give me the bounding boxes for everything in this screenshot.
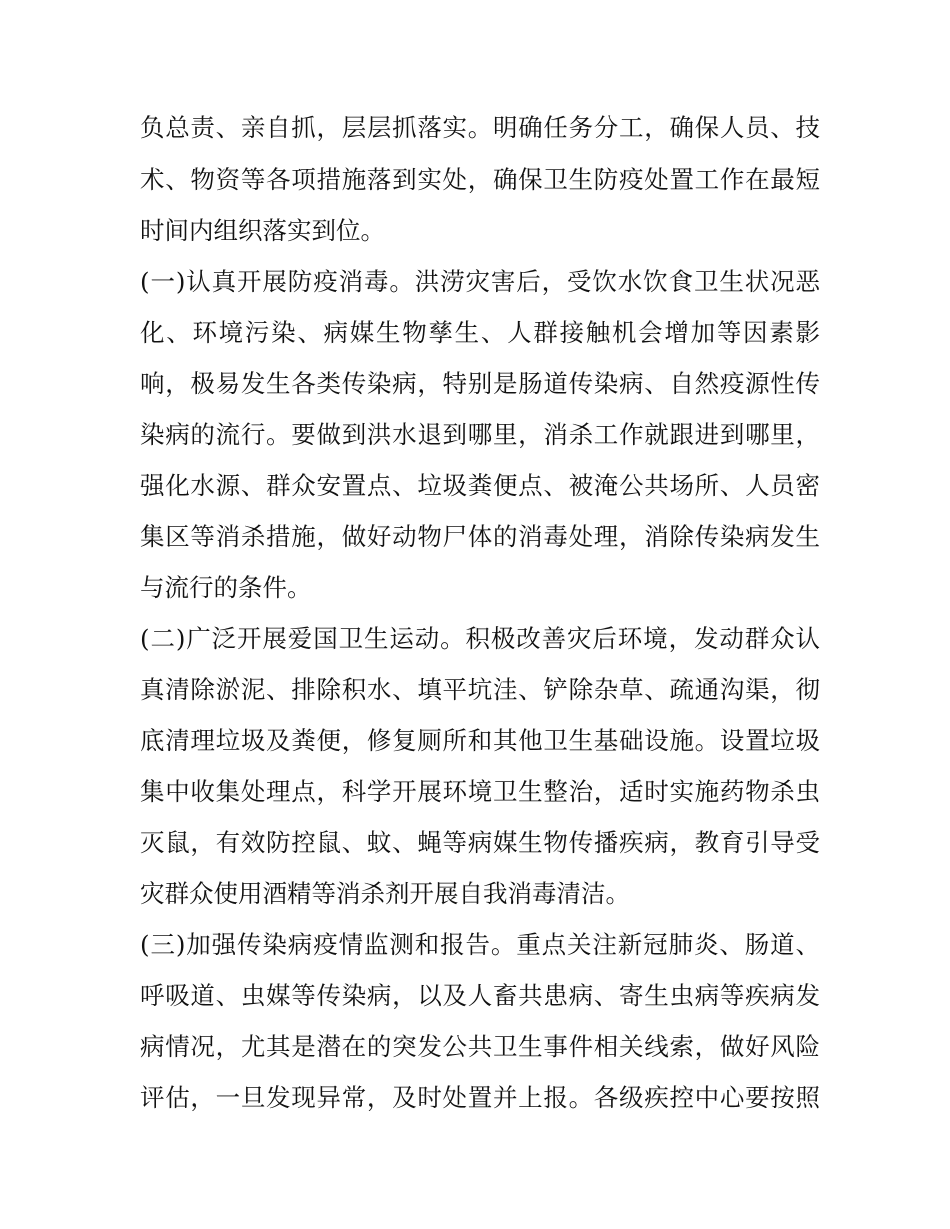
- text-line: 灭鼠，有效防控鼠、蚊、蝇等病媒生物传播疾病，教育引导受: [140, 828, 820, 857]
- text-line: 时间内组织落实到位。: [140, 216, 385, 245]
- text-line: 集区等消杀措施，做好动物尸体的消毒处理，消除传染病发生: [140, 522, 820, 551]
- text-line: (一)认真开展防疫消毒。洪涝灾害后，受饮水饮食卫生状况恶: [140, 267, 820, 296]
- text-line: (二)广泛开展爱国卫生运动。积极改善灾后环境，发动群众认: [140, 624, 820, 653]
- text-line: 化、环境污染、病媒生物孳生、人群接触机会增加等因素影: [140, 318, 820, 347]
- text-line: 染病的流行。要做到洪水退到哪里，消杀工作就跟进到哪里，: [140, 420, 820, 449]
- text-line: 病情况，尤其是潜在的突发公共卫生事件相关线索，做好风险: [140, 1032, 820, 1061]
- text-line: 负总责、亲自抓，层层抓落实。明确任务分工，确保人员、技: [140, 113, 820, 142]
- text-line: 集中收集处理点，科学开展环境卫生整治，适时实施药物杀虫: [140, 777, 820, 806]
- text-line: 呼吸道、虫媒等传染病，以及人畜共患病、寄生虫病等疾病发: [140, 981, 820, 1010]
- text-line: 真清除淤泥、排除积水、填平坑洼、铲除杂草、疏通沟渠，彻: [140, 675, 820, 704]
- text-line: 强化水源、群众安置点、垃圾粪便点、被淹公共场所、人员密: [140, 471, 820, 500]
- text-line: 底清理垃圾及粪便，修复厕所和其他卫生基础设施。设置垃圾: [140, 726, 820, 755]
- text-line: (三)加强传染病疫情监测和报告。重点关注新冠肺炎、肠道、: [140, 930, 820, 959]
- text-line: 与流行的条件。: [140, 573, 312, 602]
- text-line: 评估，一旦发现异常，及时处置并上报。各级疾控中心要按照: [140, 1083, 820, 1112]
- text-line: 响，极易发生各类传染病，特别是肠道传染病、自然疫源性传: [140, 369, 820, 398]
- text-line: 灾群众使用酒精等消杀剂开展自我消毒清洁。: [140, 879, 630, 908]
- text-line: 术、物资等各项措施落到实处，确保卫生防疫处置工作在最短: [140, 165, 820, 194]
